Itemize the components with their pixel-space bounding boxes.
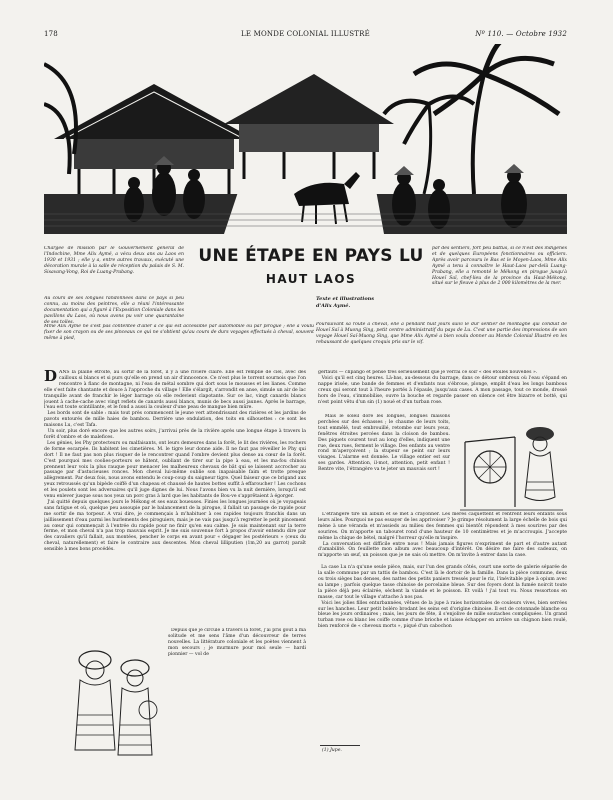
column-2-top	[318, 370, 567, 408]
credit-line-2: d'Alix Aymé.	[316, 302, 351, 309]
col2-paragraph-4: L'étrangère tire un album et se met à crayonner. Les mères caquettent et rentrent leurs enfants sous leurs ailes. Pourquoi ne pas essayer de les apprivoiser ? Je grimpe résolument la large échelle de bois qui mène à une véranda et m'assieds au milieu des femmes qui bientôt répondent à mes sourires par des sourires. On m'apporte un tabouret rond d'une hauteur de 10 centimètres et je m'accroupis. J'accepte même la chique de bétel, malgré l'horreur qu'elle m'inspire.	[318, 512, 567, 541]
running-header	[44, 30, 567, 42]
intro-right-text: par des sentiers, fort peu battus, si ce n'est des indigènes et de quelques Européens fonctionnaires ou officiers. Après avoir parcouru le Bas et le Moyen-Laos, Mme Alix Aymé a tenu à connaître le Haut-Laos par-delà Luang-Prabang, elle a remonté le Mékong en pirogue jusqu'à Houeï Saï, chef-lieu de la province du Haut-Mékong, situé sur le fleuve à plus de 2 000 kilomètres de la mer.	[432, 246, 567, 287]
column-2-narrow	[318, 414, 450, 510]
col1-paragraph-5: J'ai quitté depuis quelques jours le Mékong et ses eaux boueuses. Finies les longues journées où je voyageais sans fatigue et où, quelque peu assoupie par le balancement de la pirogue, il fallait un passage de rapide pour me sortir de ma torpeur. A vrai dire, je commençais à m'habituer à ces rapides toujours franchis dans un jaillissement d'eau parmi les hurlements des piroguiers, mais je ne vais pas jusqu'à regretter le petit pincement au cœur qui commençait à l'entrée du rapide pour ne finir qu'en eau calme. Je suis maintenant sur la terre ferme, et mon cheval n'a pas trop mauvais esprit. Je me suis souvenue fort à propos d'avoir entendu dire par des cavaliers qu'il fallait, aux montées, pencher le corps en avant pour « dégager les postérieurs » (ceux du cheval, naturellement) et faire le contraire aux descentes. Mon cheval lilliputien (1m,20 au garrot) paraît sensible à mes bons procédés.	[44, 499, 306, 553]
col1-paragraph-6: Depuis que je circule à travers la forêt, j'ai pris goût à ma solitude et me sens l'âme d'un découvreur de terres nouvelles. La littérature coloniale et les poètes viennent à mon secours ; je murmure pour moi seule — hardi pionnier — vol de	[168, 628, 306, 657]
intro-left-paragraph-2	[44, 296, 184, 324]
intro-left-paragraph	[44, 246, 184, 292]
column-1-text	[44, 370, 306, 628]
col2-paragraph-1: gerfauts — clipango et pense très sérieusement que je verrai ce soir « des étoiles nouvelles ».	[318, 370, 538, 375]
col1-paragraph-3: Un soir, plus doré encore que les autres soirs, j'arrivai près de la rivière après une longue étape à travers la forêt d'ombre et de malefices.	[44, 429, 306, 440]
col2-paragraph-5: La conversation est difficile entre nous ! Mais jamais figures n'expriment de part et d'autre autant d'amabilité. On feuillette mon album avec beaucoup d'intérêt. On désire me faire des cadeaux, on m'apporte un œuf, un poisson que je ne sais où mettre. On m'invite à entrer dans la case.	[318, 541, 567, 559]
magazine-title: LE MONDE COLONIAL ILLUSTRÉ	[241, 30, 370, 38]
col1-paragraph-2: Les bords sont de sable : mais tout près commencent le jeune vert attendrissant des rizières et les jardins de pavots entourés de mille haies de bambou. Derrière une ondulation, des toits en silhouettes : ce sont les maisons Lu, c'est Tafa.	[44, 411, 306, 429]
intro-center-text: Poursuivant sa route à cheval, elle a pendant huit jours suivi le dur sentier de montagne qui conduit de Houeï Saï à Muong Sing, petit centre administratif du pays de Lu. C'est une partie des impressions de son voyage Houeï Saï-Muong Sing, que Mme Alix Aymé a bien voulu donner au Monde Colonial Illustré en les rehaussant de quelques croquis pris sur le vif.	[316, 322, 567, 345]
col2-paragraph-7: Voici les jolies filles enturbannées, vêtues de la jupe à raies horizontales de couleurs vives, bien serrées sur les hanches. Leur petit boléro brodant les seins est d'origine chinoise. Il est de cotonnade blanche ou bleue les jours ordinaires ; mais, les jours de fête, il s'enjolive de mille soutaches compliquées. Un grand turban rose ou blanc les coiffe comme d'une brioche et laisse échapper en arrière un chignon bien roulé, bien renforcé de « cheveux morts », piqué d'un cabochon	[318, 600, 567, 630]
col2-paragraph-3: Mais le soleil dore les longues, longues maisons perchées sur des échasses ; le chaume de leurs toits, tout emmêlé, tout embrouillé, retombe sur leurs yeux, fenêtres étroites percées dans la cloison de bambou. Des piquets courent tout au long d'elles, indiquent une rue, deux rues, ferment le village. Des enfants au ventre rond m'aperçoivent ; la stupeur se peint sur leurs visages. L'alarme est donnée. Le village entier est sur ses gardes. Attention, il-mot, attention, petit enfant ! Rentre vite, l'étrangère va te jeter un mauvais sort !	[318, 414, 450, 473]
intro-center-paragraph	[316, 322, 567, 362]
page-number: 178	[44, 30, 58, 38]
author-credit	[316, 296, 406, 309]
weaver-sketch	[455, 412, 567, 516]
footnote-rule	[320, 745, 360, 746]
article-title: UNE ÉTAPE EN PAYS LU	[198, 246, 424, 266]
col2-paragraph-2: Voici qu'il est cinq heures. Là-bas, au-dessous du barrage, dans ce détour ombreux où l'eau s'épand en nappe irisée, une bande de femmes et d'enfants nus s'ébroue, plonge, emplit d'eau les longs bambous creux qui seront tout à l'heure portés à l'épaule, jusqu'aux cases. A mon passage, tout ce monde, drossé hors de l'eau, s'immobilise, ouvre la bouche et regarde passer en silence cet être bizarre et botté, qui n'est point vêtu d'un sin (1) noué et d'un turban rose.	[318, 375, 567, 405]
col2-paragraph-6: La case Lu n'a qu'une seule pièce, mais, sur l'un des grands côtés, court une sorte de galerie séparée de la salle commune par un tattis de bambou. C'est là le dortoir de la famille. Dans la pièce commune, deux ou trois sièges bas denses, des nattes des petits paniers tressés pour le riz, l'inévitable pipe à opium avec sa lampe ; parfois quelque tasse chinoise de porcelaine bleue. Sur des foyers dont la fumée noircit toute la pièce déjà peu éclairée, sèchent la viande et le poisson. Et voilà ! j'ai tout vu. Nous ressortons en masse, car tout le village s'attache à nos pas.	[318, 565, 567, 600]
issue-info: Nº 110. — Octobre 1932	[475, 30, 567, 38]
col1-paragraph-4: Les génies, les Phy protecteurs ou malfaisants, ont leurs demeures dans la forêt, le lit des rivières, les rochers de forme escarpée. Ils habitent les cimetières. M. le tigre leur donne aide. Il ne faut pas réveiller le Phy qui dort ! Il ne faut pas non plus risquer de le rencontrer quand l'ombre devient plus dense au cœur de la forêt. C'est pourquoi mes coolies-porteurs se hâtent, oubliant de tirer sur la pipe à eau, et les ma-fou chinois prennent leur voix la plus rauque pour menacer les malheureux chevaux de bât qui se laissent accrocher au passage par d'astucieuses ronces. Mon cheval lui-même oublie son inapaisable faim et trotte presque allègrement. Par deux fois, nous avons entendu le coup-coup du saigneur tigre. Quel faiseur que ce brigand aux yeux retroussés qu'un bipède coiffé d'un chapeau et chaussé de hautes bottes suffit à effaroucher ! Les cochons et les poulets sont les adversaires qu'il juge dignes de lui. Nous l'avons bien vu la nuit dernière, lorsqu'il est venu enlever jusque sous nos yeux un porc gras à lard que les habitants de Bou-ve s'apprêtaient à égorger.	[44, 440, 306, 500]
intro-right-paragraph	[432, 246, 567, 320]
footnote: (1) Jupe.	[322, 748, 342, 753]
column-2-lower	[318, 512, 567, 744]
column-1-continued	[168, 628, 306, 768]
lu-women-sketch	[60, 640, 165, 765]
col1-paragraph-1: ANS la plaine étroite, au sortir de la forêt, il y a une rivière claire. Elle est remplie de ciel, avec des cailloux si blancs et si purs qu'elle en prend un air d'innocence. Ce n'est plus le torrent sournois que l'on rencontre à flanc de montagne, ni l'eau de métal sombre qui dort sous le mousses et les lianes. Comme elle s'est faite chantante et douce à l'approche du village ! Elle s'élargit, s'arrondit en anse, simule un air de lac tranquille avant de franchir le léger barrage où elle redevient clapotante. Sur ce lac, vingt canards blancs jouent à cache-cache avec vingt reflets de canards aussi blancs, munis de becs aussi jaunes. Après le barrage, l'eau est toute scintillante, et le fond a aussi la couleur d'une peau de mangue bien mûre.	[44, 370, 306, 411]
intro-left-text: Chargée de mission par le Gouvernement général de l'Indochine, Mme Alix Aymé, a vécu deux ans au Laos en 1930 et 1931 ; elle y a, entre autres travaux, exécuté une décoration murale à la salle de réception du palais de S. M. Sisavang-Vong, Roi de Luang-Prabang.	[44, 246, 184, 275]
intro-left-text-2: Au cours de ses longues randonnées dans ce pays si peu connu, au moins des peintres, elle a réuni l'intéressante documentation qui a figuré à l'Exposition Coloniale dans les pavillons du Laos, où nous avons pu voir une quarantaine de ses toiles.	[44, 296, 184, 324]
intro-left-text-3: Mme Alix Aymé ne s'est pas contentée d'aller à ce qui est accessible par automobile ou par pirogue ; elle a voulu fixer de son crayon ou de ses pinceaux ce qui ne s'obtient qu'au cours de durs voyages effectués à cheval, souvent même à pied,	[44, 324, 314, 341]
drop-cap: D	[44, 370, 58, 385]
credit-line-1: Texte et illustrations	[316, 296, 375, 302]
village-illustration	[44, 44, 567, 234]
article-subtitle: HAUT LAOS	[265, 272, 357, 286]
intro-left-paragraph-3	[44, 324, 314, 360]
